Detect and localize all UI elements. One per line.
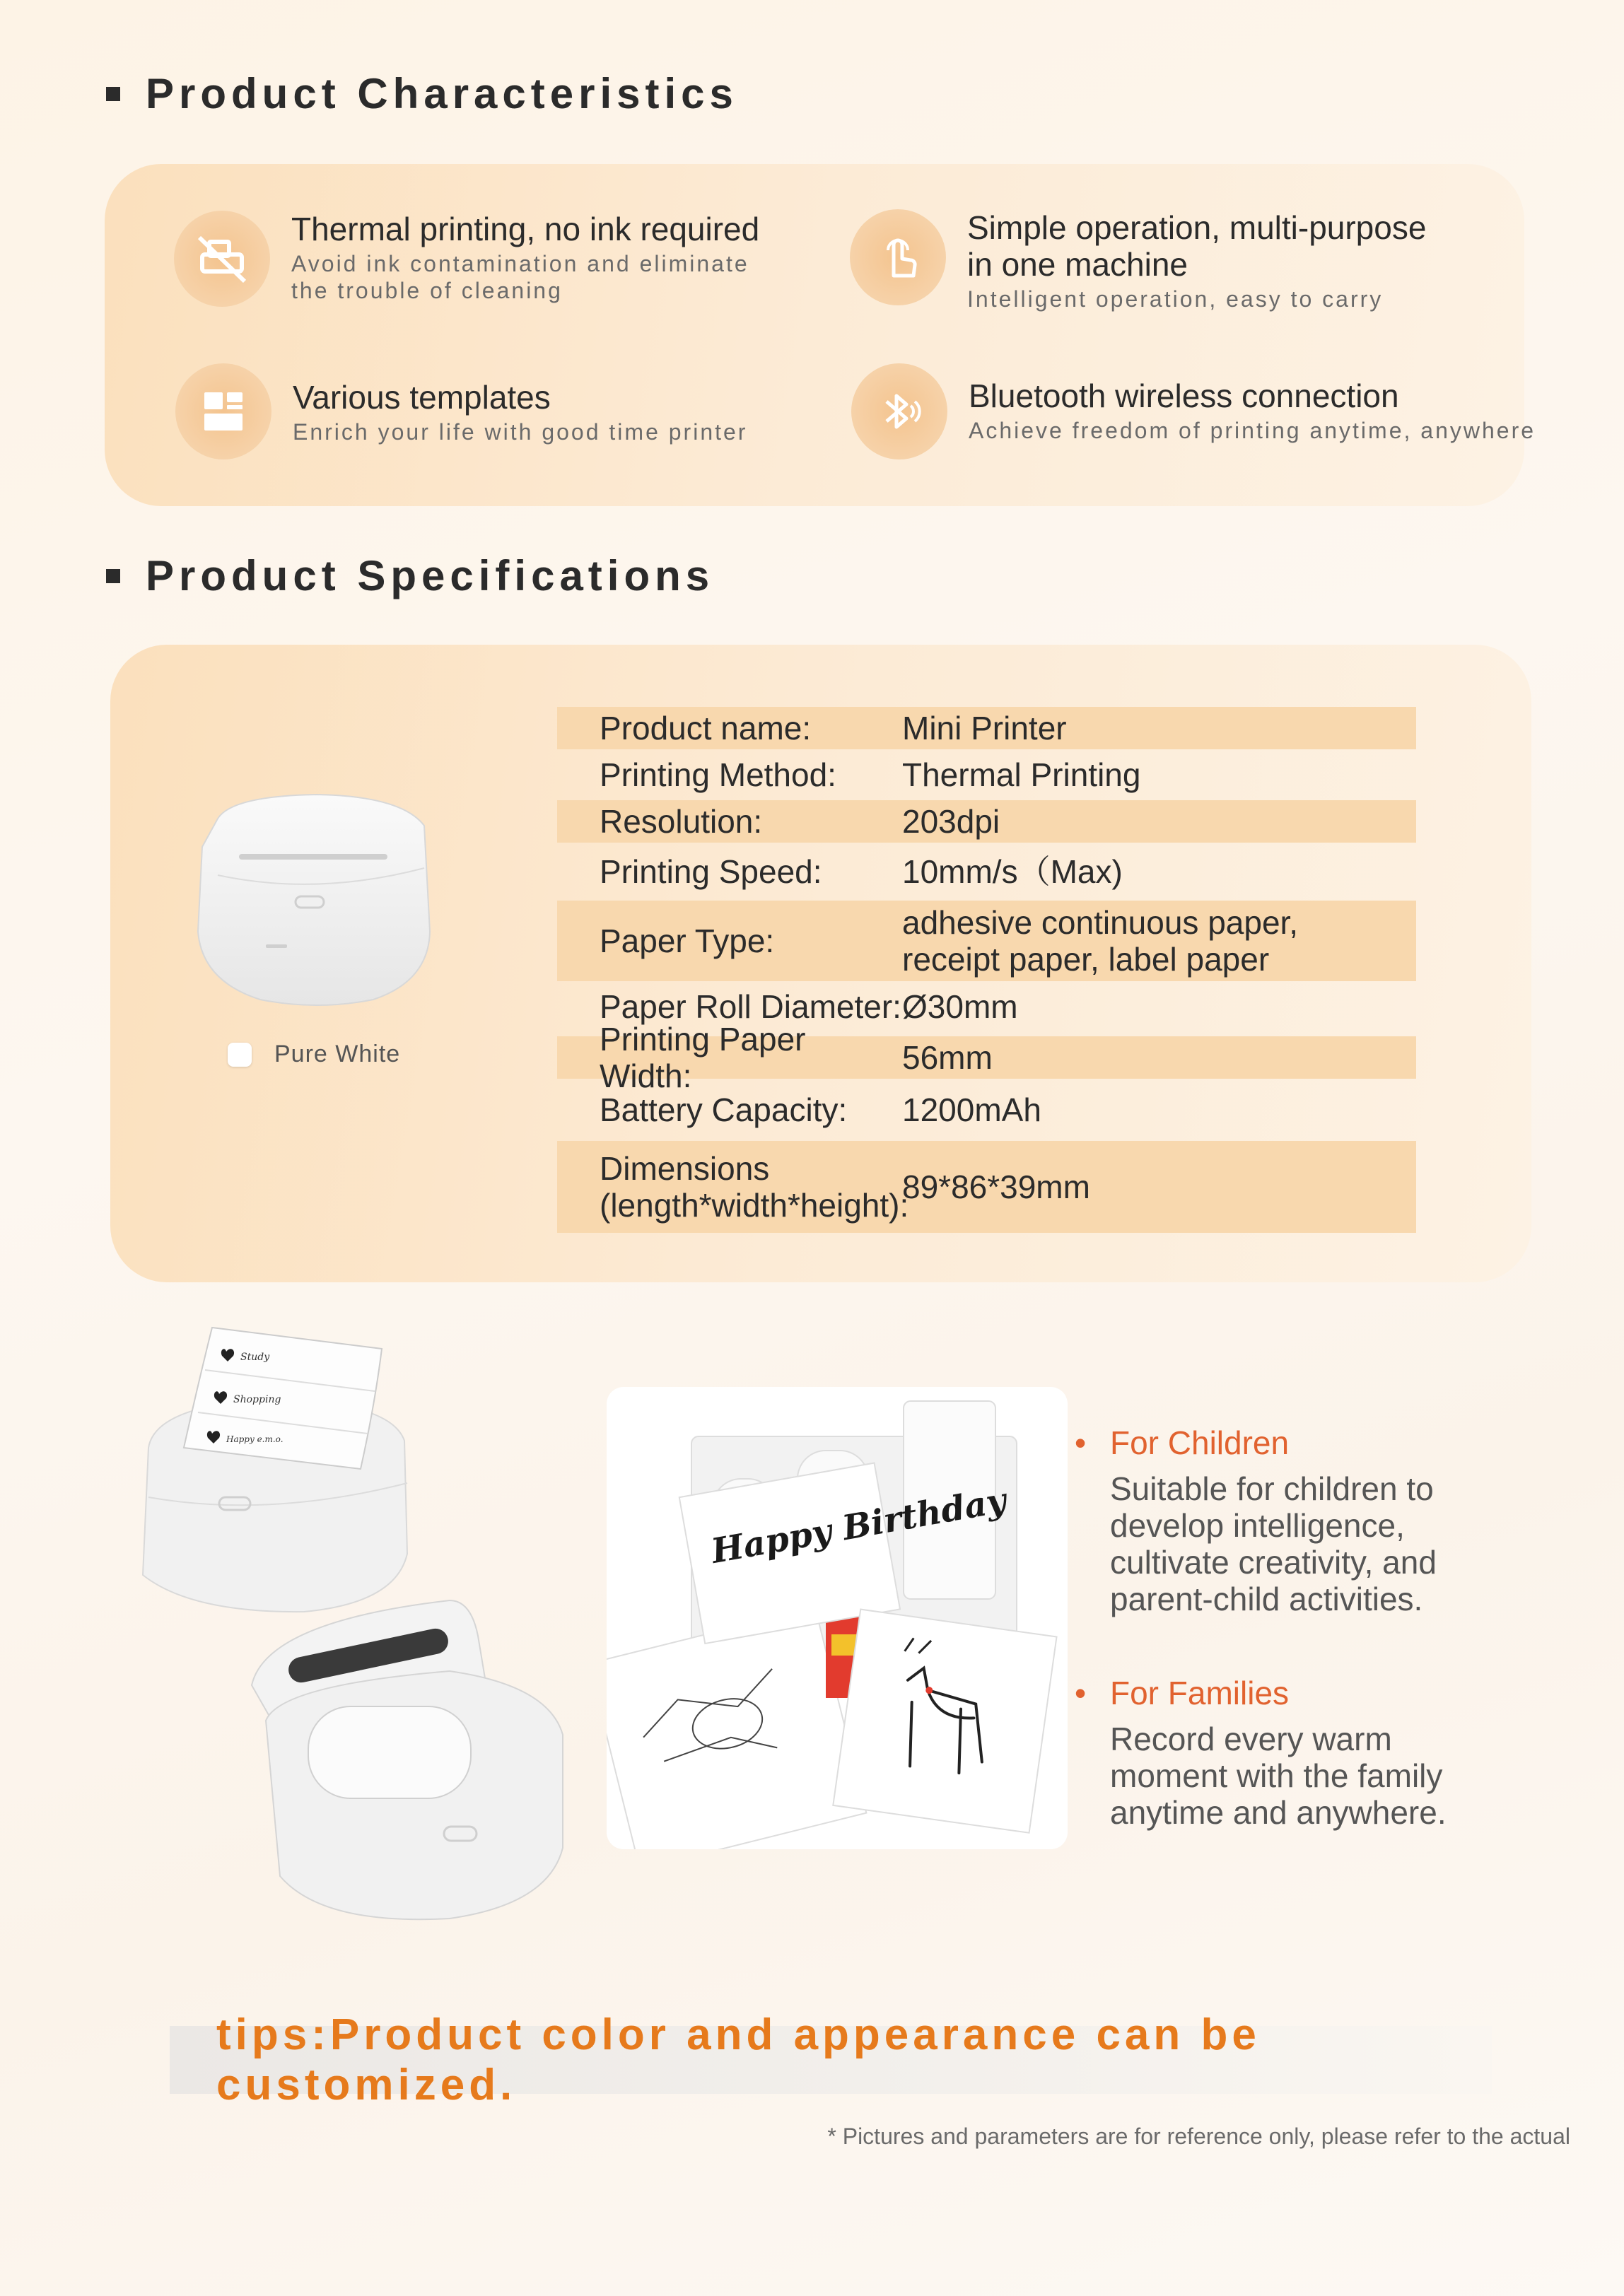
feature-title: Various templates: [293, 379, 551, 416]
feature-desc: Avoid ink contamination and eliminate: [291, 251, 749, 276]
use-desc-line: parent-child activities.: [1110, 1581, 1423, 1617]
color-option[interactable]: [228, 1041, 400, 1068]
use-title: • For Families: [1110, 1674, 1447, 1712]
spec-value: 89*86*39mm: [902, 1168, 1090, 1205]
spec-row: [557, 1141, 1416, 1233]
spec-key: Paper Type:: [600, 922, 775, 959]
strip-label: Study: [240, 1352, 270, 1363]
use-desc-line: cultivate creativity, and: [1110, 1544, 1437, 1581]
printer-with-labels-image: [127, 1320, 424, 1621]
use-desc-line: moment with the family: [1110, 1757, 1443, 1794]
feature-desc: Intelligent operation, easy to carry: [967, 286, 1384, 312]
spec-table: [557, 707, 1416, 1233]
spec-value: Mini Printer: [902, 710, 1067, 746]
tips-text: tips:Product color and appearance can be customized.: [216, 2010, 1261, 2109]
heading-bullet: [106, 87, 120, 101]
feature-desc: Achieve freedom of printing anytime, anywhere: [969, 418, 1536, 443]
use-title: • For Children: [1110, 1424, 1437, 1462]
touch-hand-icon: [850, 209, 946, 305]
feature-desc: the trouble of cleaning: [291, 278, 563, 303]
card-text: Happy Birthday: [708, 1480, 1010, 1571]
spec-key: Product name:: [600, 710, 812, 746]
spec-key: Dimensions: [600, 1150, 770, 1187]
spec-value: Ø30mm: [902, 988, 1018, 1025]
spec-row: [557, 800, 1416, 843]
spec-key: Paper Roll Diameter:: [600, 988, 901, 1025]
feature-simple-operation: [850, 209, 1426, 312]
spec-row: [557, 1021, 1416, 1094]
bluetooth-icon: [851, 363, 947, 459]
feature-title: Simple operation, multi-purpose: [967, 209, 1427, 246]
templates-icon: [175, 363, 271, 459]
spec-key: Resolution:: [600, 803, 763, 840]
heading-bullet: [106, 569, 120, 583]
reference-note: * Pictures and parameters are for reference only, please refer to the actual: [827, 2124, 1570, 2149]
printer-product-image: [189, 790, 444, 1013]
spec-value: 1200mAh: [902, 1091, 1041, 1128]
spec-row: [557, 843, 1416, 901]
spec-value: Thermal Printing: [902, 756, 1141, 793]
spec-key: Battery Capacity:: [600, 1091, 848, 1128]
characteristics-heading: [106, 69, 738, 118]
color-swatch[interactable]: [228, 1043, 252, 1067]
use-desc-line: Suitable for children to: [1110, 1470, 1434, 1507]
use-families: [1110, 1674, 1447, 1831]
spec-value: 56mm: [902, 1039, 993, 1076]
use-desc-line: Record every warm: [1110, 1721, 1392, 1757]
feature-title: in one machine: [967, 246, 1188, 283]
no-ink-icon: [174, 211, 270, 307]
color-option-label: Pure White: [274, 1041, 401, 1067]
specifications-title: Product Specifications: [146, 552, 715, 599]
spec-value: receipt paper, label paper: [902, 941, 1270, 978]
use-children: [1110, 1424, 1437, 1617]
spec-key: (length*width*height):: [600, 1187, 909, 1224]
spec-key: Printing Paper Width:: [600, 1021, 806, 1094]
spec-value: 203dpi: [902, 803, 1000, 840]
use-desc-line: develop intelligence,: [1110, 1507, 1405, 1544]
strip-label: Happy e.m.o.: [226, 1434, 284, 1444]
feature-desc: Enrich your life with good time printer: [293, 419, 748, 445]
specifications-heading: [106, 551, 714, 600]
use-desc-line: anytime and anywhere.: [1110, 1794, 1447, 1831]
spec-value: 10mm/s（Max): [902, 853, 1123, 890]
tips-banner: [170, 2010, 1492, 2109]
spec-row: [557, 707, 1416, 749]
spec-key: Printing Speed:: [600, 853, 822, 890]
strip-label: Shopping: [233, 1394, 281, 1405]
spec-value: adhesive continuous paper,: [902, 904, 1299, 941]
feature-templates: [175, 363, 747, 459]
feature-title: Bluetooth wireless connection: [969, 377, 1399, 414]
printed-cards-image: [607, 1387, 1068, 1849]
spec-key: Printing Method:: [600, 756, 836, 793]
feature-thermal: [174, 211, 759, 307]
spec-row: [557, 901, 1416, 981]
characteristics-title: Product Characteristics: [146, 70, 738, 117]
feature-title: Thermal printing, no ink required: [291, 211, 760, 247]
feature-bluetooth: [851, 363, 1536, 459]
spec-row: [557, 749, 1416, 800]
open-printer-image: [238, 1593, 570, 1929]
